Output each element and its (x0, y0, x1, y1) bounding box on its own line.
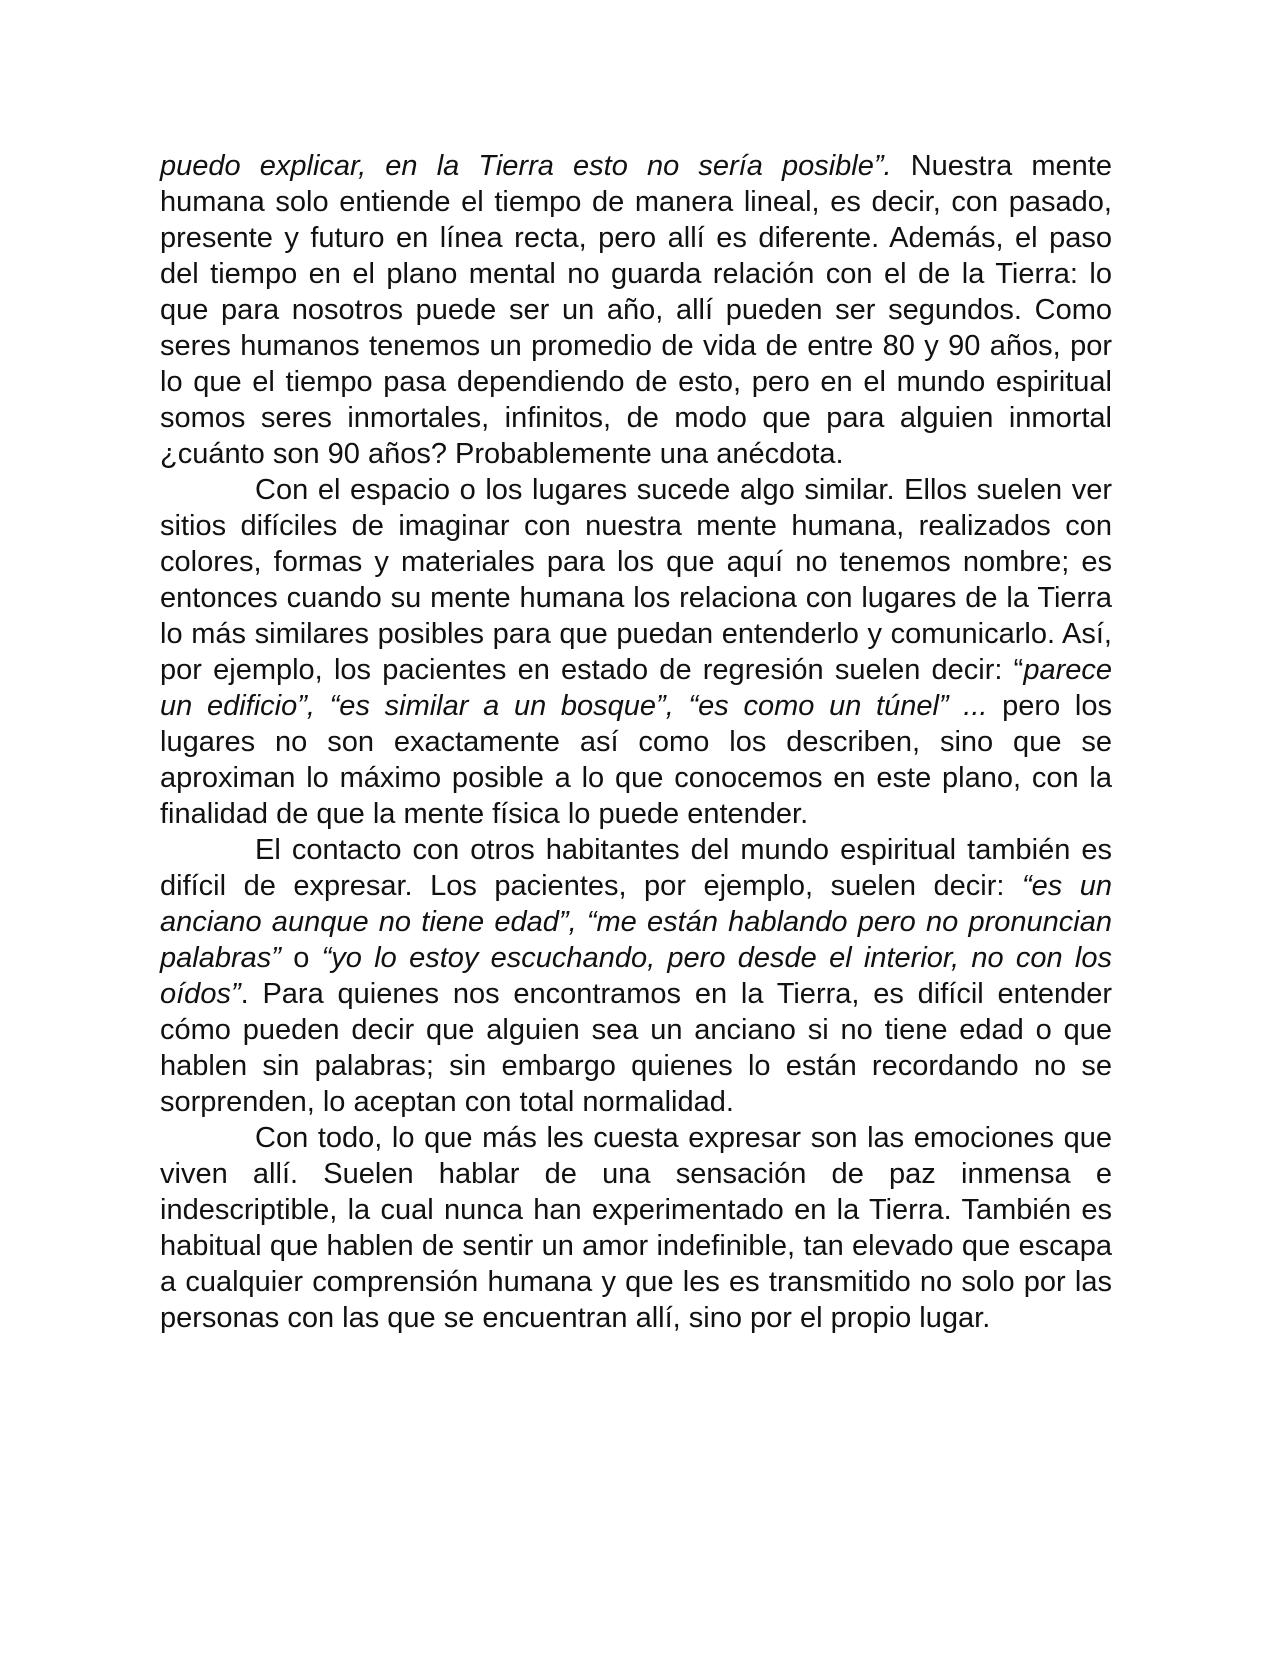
text-run-italic: “es un anciano aunque no tiene edad”, “me están hablando pero no pronuncian palabras” (160, 870, 1112, 974)
text-run: o (280, 942, 322, 974)
paragraph-emotions (160, 1120, 1112, 1336)
text-run: Con el espacio o los lugares sucede algo similar. Ellos suelen ver sitios difíciles de imaginar con nuestra mente humana, realizados con colores, formas y materiales para los que aquí no tenemos nombre; es entonces cuando su mente humana los relaciona con lugares de la Tierra lo más similares posibles para que puedan entenderlo y comunicarlo. Así, por ejemplo, los pacientes en estado de regresión suelen decir: “ (160, 474, 1112, 686)
text-run-italic: puedo explicar, en la Tierra esto no sería posible”. (160, 150, 892, 182)
text-run: Nuestra mente humana solo entiende el tiempo de manera lineal, es decir, con pasado, presente y futuro en línea recta, pero allí es diferente. Además, el paso del tiempo en el plano mental no guarda relación con el de la Tierra: lo que para nosotros puede ser un año, allí pueden ser segundos. Como seres humanos tenemos un promedio de vida de entre 80 y 90 años, por lo que el tiempo pasa dependiendo de esto, pero en el mundo espiritual somos seres inmortales, infinitos, de modo que para alguien inmortal ¿cuánto son 90 años? Probablemente una anécdota. (160, 150, 1112, 470)
text-run: El contacto con otros habitantes del mundo espiritual también es difícil de expresar. Los pacientes, por ejemplo, suelen decir: (160, 834, 1112, 902)
text-run: pero los lugares no son exactamente así como los describen, sino que se aproximan lo máximo posible a lo que conocemos en este plano, con la finalidad de que la mente física lo puede entender. (160, 690, 1112, 830)
document-page (160, 148, 1112, 1336)
paragraph-contact (160, 832, 1112, 1120)
paragraph-space (160, 472, 1112, 832)
text-run: Con todo, lo que más les cuesta expresar son las emociones que viven allí. Suelen hablar de una sensación de paz inmensa e indescriptible, la cual nunca han experimentado en la Tierra. También es habitual que hablen de sentir un amor indefinible, tan elevado que escapa a cualquier comprensión humana y que les es transmitido no solo por las personas con las que se encuentran allí, sino por el propio lugar. (160, 1122, 1112, 1334)
text-run-italic: parece un edificio”, “es similar a un bosque”, “es como un túnel” ... (160, 654, 1112, 722)
paragraph-time (160, 148, 1112, 472)
text-run: . Para quienes nos encontramos en la Tierra, es difícil entender cómo pueden decir que alguien sea un anciano si no tiene edad o que hablen sin palabras; sin embargo quienes lo están recordando no se sorprenden, lo aceptan con total normalidad. (160, 978, 1112, 1118)
text-run-italic: “yo lo estoy escuchando, pero desde el interior, no con los oídos” (160, 942, 1112, 1010)
